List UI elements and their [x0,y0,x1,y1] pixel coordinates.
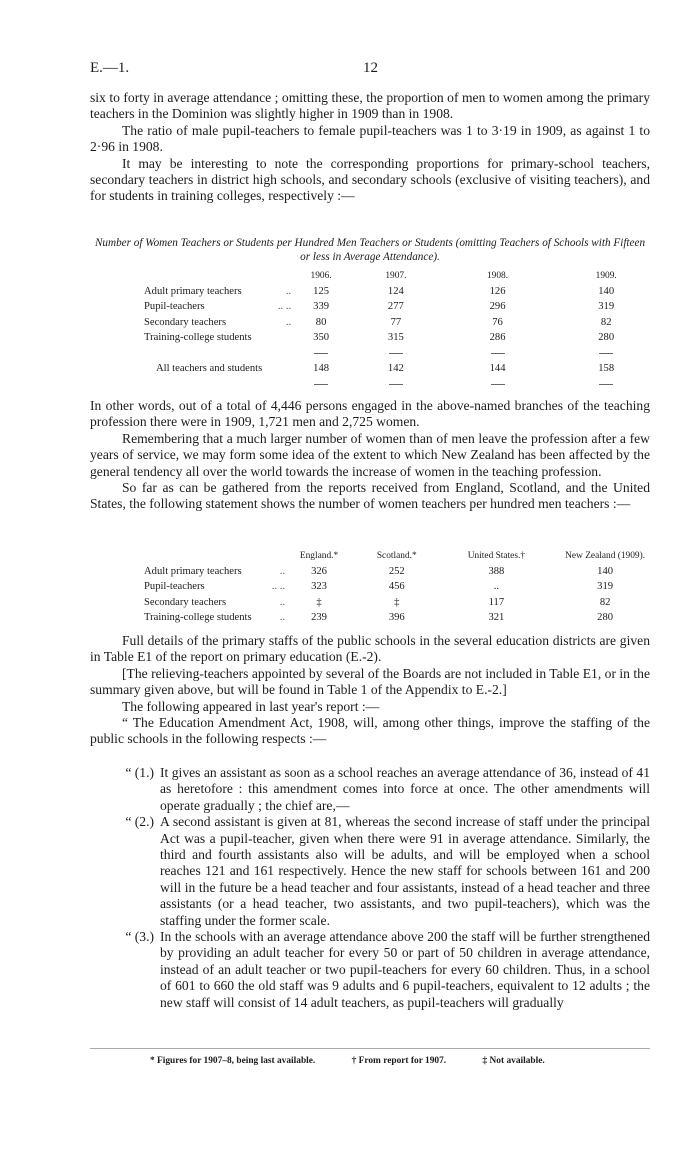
table-cell: 80 [315,316,327,328]
paragraph: Full details of the primary staffs of the public schools in the several education districts are given in Table E1 of the report on primary education (E.-2). [90,633,650,665]
table-cell: 286 [489,332,506,344]
international-comparison-table [144,548,664,626]
leader-dots: .. .. [277,301,292,313]
paragraph: The ratio of male pupil-teachers to female pupil-teachers was 1 to 3·19 in 1909, as against 1 to 2·96 in 1908. [90,122,650,155]
row-label: All teachers and students [156,363,263,375]
table-cell: 280 [598,332,615,344]
table-cell: 319 [598,301,615,313]
table-header-row [144,268,664,284]
footnote: ‡ Not available. [482,1056,545,1066]
column-header: England.* [299,550,339,561]
paragraph: “ The Education Amendment Act, 1908, will, among other things, improve the staffing of the public schools in the following respects :— [90,715,650,747]
rule-line [389,353,403,354]
paragraph: In other words, out of a total of 4,446 persons engaged in the above-named branches of the teaching profession there were in 1909, 1,721 men and 2,725 women. [90,398,650,430]
paragraph: [The relieving-teachers appointed by several of the Boards are not included in Table E1, or in the summary given above, but will be found in Table 1 of the Appendix to E.-2.] [90,665,650,698]
column-header: United States.† [467,550,526,561]
list-item [90,814,650,929]
rule-line [314,353,328,354]
document-reference: E.—1. [90,60,130,76]
table-cell: 319 [597,581,614,593]
table-cell: 339 [313,301,330,313]
rule-line [599,384,613,385]
table-cell: ‡ [394,596,400,608]
table-caption: Number of Women Teachers or Students per Hundred Men Teachers or Students (omitting Teachers of Schools with Fifteen or less in Average Attendance). [94,237,646,263]
women-per-hundred-men-table [144,268,664,392]
row-label: Adult primary teachers [144,565,242,577]
footnote: * Figures for 1907–8, being last available. [150,1056,316,1066]
page-number: 12 [363,60,378,76]
row-label: Training-college students [144,612,252,624]
table-cell: 126 [489,285,506,297]
column-header: 1907. [385,270,407,281]
list-item-number: “ (3.) [125,929,154,945]
row-label: Pupil-teachers [144,581,205,593]
footnotes [150,1056,579,1066]
rule-line [491,384,505,385]
table-cell: 117 [488,596,505,608]
rule-line [389,384,403,385]
leader-dots: .. .. [271,581,286,593]
column-header: New Zealand (1909). [565,550,646,561]
table-cell: 140 [598,285,615,297]
table-cell: 76 [492,316,503,328]
paragraph: Remembering that a much larger number of women than of men leave the profession after a few years of service, we may form some idea of the extent to which New Zealand has been affected by the general tendency all over the world towards the increase of women in the teaching profession. [90,430,650,479]
table-cell: 456 [388,581,405,593]
table-row [144,284,664,300]
leader-dots: .. [285,316,292,328]
table-cell: 388 [488,565,505,577]
column-header: 1908. [486,270,509,281]
column-header: 1906. [310,270,332,281]
quoted-amendment-list [90,765,650,1011]
table-row [144,579,664,595]
table-cell: 396 [388,612,405,624]
table-row [144,330,664,346]
total-rule-row [144,346,664,362]
row-label: Training-college students [144,332,252,344]
table-row [144,315,664,331]
paragraph: six to forty in average attendance ; omitting these, the proportion of men to women among the primary teachers in the Dominion was slightly higher in 1909 than in 1908. [90,90,650,122]
table-cell: ‡ [316,596,322,608]
table-cell: 350 [313,332,330,344]
rule-line [491,353,505,354]
list-item-text: A second assistant is given at 81, whereas the second increase of staff under the principal Act was a pupil-teacher, given when there were 91 in average attendance. Similarly, the third and fourth assistants also will be adults, and will be employed when a school reaches 121 and 161 respectively. Hence the new staff for schools between 161 and 200 will in the future be a head teacher and four assistants, instead of a head teacher and three assistants (or a head teacher, two assistants, and two pupil-teachers), which was the staffing under the former scale. [160,814,650,928]
table-cell: 144 [489,363,506,375]
row-label: Pupil-teachers [144,301,205,313]
table-cell: 280 [597,612,614,624]
table-cell: 148 [313,363,330,375]
table-row [144,564,664,580]
table-row [144,595,664,611]
total-rule-row [144,377,664,393]
footnote-rule [90,1048,650,1049]
leader-dots: .. [279,612,286,624]
table-cell: .. [493,581,500,593]
table-cell: 158 [598,363,615,375]
table-cell: 252 [388,565,405,577]
list-item-number: “ (2.) [125,814,154,830]
table-cell: 323 [311,581,327,593]
table-cell: 77 [390,316,402,328]
paragraph-group-middle [90,398,650,513]
table-row [144,610,664,626]
table-cell: 239 [311,612,327,624]
table-cell: 82 [599,596,611,608]
list-item [90,929,650,1011]
paragraph: So far as can be gathered from the reports received from England, Scotland, and the United States, the following statement shows the number of women teachers per hundred men teachers :— [90,480,650,512]
paragraph: The following appeared in last year's report :— [122,698,380,714]
table-cell: 326 [311,565,327,577]
rule-line [599,353,613,354]
footnote: † From report for 1907. [351,1056,447,1066]
leader-dots: .. [279,565,286,577]
list-item-number: “ (1.) [125,765,154,780]
table-cell: 315 [387,332,404,344]
table-header-row [144,548,664,564]
table-cell: 82 [600,316,612,328]
paragraph: It may be interesting to note the corresponding proportions for primary-school teachers, secondary teachers in district high schools, and secondary schools (exclusive of visiting teachers), and for students in training colleges, respectively :— [90,155,650,204]
rule-line [314,384,328,385]
row-label: Secondary teachers [144,316,227,328]
table-cell: 142 [387,363,404,375]
leader-dots [278,330,297,346]
list-item [90,765,650,814]
paragraph-group-top [90,90,650,205]
column-header: 1909. [595,270,617,281]
table-cell: 125 [313,285,330,297]
list-item-text: It gives an assistant as soon as a school reaches an average attendance of 36, instead of 41 as heretofore : this amendment comes into force at once. The other amendments will operate gradually ; the chief are,— [160,765,650,813]
table-cell: 140 [597,565,614,577]
table-cell: 124 [387,285,404,297]
paragraph-group-bottom [90,633,650,748]
row-label: Secondary teachers [144,596,227,608]
column-header: Scotland.* [376,550,417,561]
table-cell: 296 [489,301,506,313]
list-item-text: In the schools with an average attendance above 200 the staff will be further strengthened by providing an adult teacher for every 50 or part of 50 children in average attendance, instead of an adult teacher or two pupil-teachers for every 60 children. Thus, in a school of 601 to 660 the old staff was 9 adults and 6 pupil-teachers, equivalent to 12 adults ; the new staff will consist of 14 adult teachers, as pupil-teachers will gradually [160,929,650,1010]
table-cell: 321 [488,612,505,624]
leader-dots: .. [285,285,292,297]
table-cell: 277 [387,301,404,313]
table-total-row [144,361,664,377]
leader-dots: .. [279,596,286,608]
table-row [144,299,664,315]
row-label: Adult primary teachers [144,285,242,297]
